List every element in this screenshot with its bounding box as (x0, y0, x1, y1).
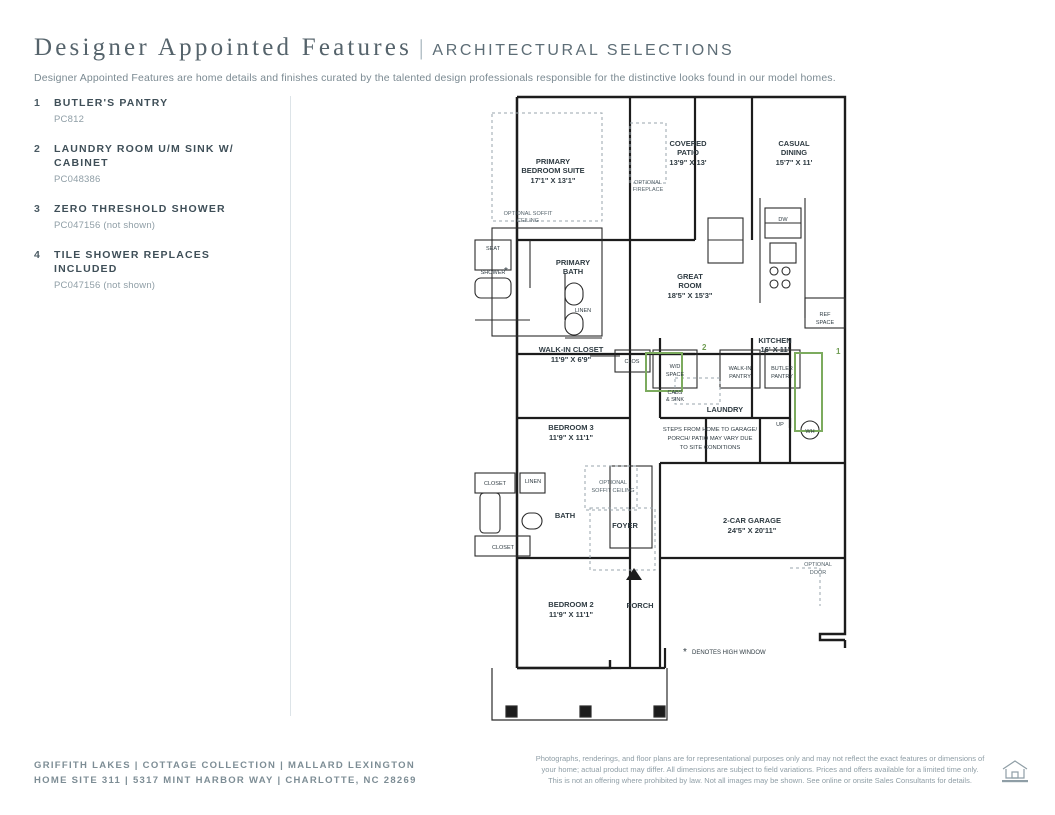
feature-code: PC047156 (not shown) (54, 220, 156, 231)
footer-community-info (34, 758, 417, 788)
svg-text:UP: UP (776, 422, 784, 428)
feature-number: 4 (34, 249, 40, 261)
svg-text:CEILING: CEILING (516, 218, 540, 224)
page-header (34, 34, 1014, 84)
svg-text:2: 2 (702, 343, 707, 352)
footer-line-1: GRIFFITH LAKES | COTTAGE COLLECTION | MALLARD LEXINGTON (34, 760, 415, 771)
page-subtitle-heading: ARCHITECTURAL SELECTIONS (432, 42, 735, 59)
list-item (34, 142, 274, 185)
equal-housing-opportunity-icon (1000, 757, 1030, 783)
footer-line-2: HOME SITE 311 | 5317 MINT HARBOR WAY | CHARLOTTE, NC 28269 (34, 775, 417, 786)
feature-label: BUTLER'S PANTRY (54, 97, 169, 109)
page-description: Designer Appointed Features are home details and finishes curated by the talented design professionals responsible for the distinctive looks found in our model homes. (34, 72, 836, 84)
svg-text:17'1" X 13'1": 17'1" X 13'1" (530, 176, 576, 185)
feature-code: PC047156 (not shown) (54, 280, 156, 291)
svg-text:15'7" X 11': 15'7" X 11' (775, 158, 813, 167)
svg-text:TO SITE CONDITIONS: TO SITE CONDITIONS (679, 445, 741, 451)
svg-text:CLOS: CLOS (624, 359, 640, 365)
list-item (34, 248, 274, 291)
feature-number: 2 (34, 143, 40, 155)
svg-text:FIREPLACE: FIREPLACE (632, 187, 664, 193)
svg-text:PANTRY: PANTRY (729, 374, 751, 380)
svg-text:*: * (683, 647, 687, 658)
title-divider: | (419, 35, 424, 60)
svg-text:CABS: CABS (667, 390, 683, 396)
svg-text:& SINK: & SINK (665, 397, 685, 403)
title-row (34, 34, 1014, 62)
svg-text:SPACE: SPACE (665, 372, 685, 378)
svg-text:DENOTES HIGH WINDOW: DENOTES HIGH WINDOW (692, 650, 766, 656)
feature-label: LAUNDRY ROOM U/M SINK W/ CABINET (54, 143, 234, 169)
svg-text:CASUAL: CASUAL (778, 139, 810, 148)
svg-text:1: 1 (836, 347, 841, 356)
svg-text:PORCH: PORCH (626, 601, 654, 610)
svg-text:BEDROOM SUITE: BEDROOM SUITE (521, 166, 585, 175)
svg-text:WALK-IN: WALK-IN (728, 366, 752, 372)
disclaimer-line-2: your home; actual product may differ. All dimensions are subject to field variations. Prices and offers available for a limited time only. (541, 765, 979, 774)
svg-text:LINEN: LINEN (524, 479, 542, 485)
svg-text:SEAT: SEAT (486, 246, 500, 252)
disclaimer-line-3: This is not an offering where prohibited by law. Not all images may be shown. See online or onsite Sales Consultants for details. (548, 776, 972, 785)
floor-plan (470, 88, 890, 728)
svg-text:BEDROOM 2: BEDROOM 2 (548, 600, 594, 609)
svg-text:COVERED: COVERED (669, 139, 707, 148)
svg-text:SPACE: SPACE (815, 320, 835, 326)
list-item (34, 96, 274, 125)
svg-text:11'9" X 11'1": 11'9" X 11'1" (548, 433, 594, 442)
feature-number: 1 (34, 97, 40, 109)
vertical-divider (290, 96, 291, 716)
svg-text:OPTIONAL: OPTIONAL (634, 180, 662, 186)
svg-text:PATIO: PATIO (677, 148, 699, 157)
svg-text:OPTIONAL SOFFIT: OPTIONAL SOFFIT (503, 211, 553, 217)
svg-text:PRIMARY: PRIMARY (555, 258, 591, 267)
svg-text:KITCHEN: KITCHEN (758, 336, 792, 345)
disclaimer-line-1: Photographs, renderings, and floor plans are for representational purposes only and may not reflect the exact features or dimensions of (535, 754, 985, 763)
svg-text:18'5" X 15'3": 18'5" X 15'3" (667, 291, 713, 300)
svg-text:BATH: BATH (562, 267, 584, 276)
svg-text:DINING: DINING (780, 148, 808, 157)
svg-text:BUTLER: BUTLER (771, 366, 793, 372)
svg-text:PORCH/ PATIO MAY VARY DUE: PORCH/ PATIO MAY VARY DUE (667, 436, 753, 442)
feature-list (34, 96, 274, 308)
svg-text:24'5" X 20'11": 24'5" X 20'11" (727, 526, 777, 535)
svg-text:DW: DW (778, 217, 788, 223)
page-title: Designer Appointed Features (34, 34, 413, 61)
feature-label: ZERO THRESHOLD SHOWER (54, 203, 226, 215)
svg-text:ROOM: ROOM (678, 281, 702, 290)
svg-text:16' X 11': 16' X 11' (760, 345, 790, 354)
svg-text:13'9" X 13': 13'9" X 13' (669, 158, 707, 167)
svg-text:FOYER: FOYER (612, 521, 638, 530)
svg-text:BEDROOM 3: BEDROOM 3 (548, 423, 594, 432)
svg-text:PRIMARY: PRIMARY (535, 157, 571, 166)
svg-text:CLOSET: CLOSET (491, 545, 515, 551)
svg-text:2-CAR GARAGE: 2-CAR GARAGE (723, 516, 781, 525)
svg-text:*: * (504, 266, 508, 277)
footer-disclaimer (520, 753, 1000, 786)
svg-text:SHOWER: SHOWER (480, 270, 506, 276)
svg-text:LINEN: LINEN (574, 308, 592, 314)
svg-text:BATH: BATH (554, 511, 576, 520)
svg-text:W/D: W/D (669, 364, 681, 370)
svg-text:OPTIONAL: OPTIONAL (599, 480, 627, 486)
feature-number: 3 (34, 203, 40, 215)
svg-text:11'9" X 11'1": 11'9" X 11'1" (548, 610, 594, 619)
svg-text:LAUNDRY: LAUNDRY (706, 405, 744, 414)
feature-code: PC048386 (54, 174, 101, 185)
svg-text:OPTIONAL: OPTIONAL (804, 562, 832, 568)
feature-code: PC812 (54, 114, 85, 125)
feature-label: TILE SHOWER REPLACES INCLUDED (54, 249, 211, 275)
svg-text:STEPS FROM HOME TO GARAGE/: STEPS FROM HOME TO GARAGE/ (662, 427, 758, 433)
svg-text:GREAT: GREAT (677, 272, 703, 281)
svg-text:PANTRY: PANTRY (771, 374, 793, 380)
svg-text:11'9" X 6'9": 11'9" X 6'9" (550, 355, 592, 364)
svg-text:REF: REF (819, 312, 831, 318)
svg-text:CLOSET: CLOSET (483, 481, 507, 487)
list-item (34, 202, 274, 231)
svg-text:SOFFIT CEILING: SOFFIT CEILING (591, 488, 635, 494)
svg-text:WH: WH (805, 429, 815, 435)
svg-text:DOOR: DOOR (809, 570, 827, 576)
svg-text:WALK-IN CLOSET: WALK-IN CLOSET (538, 345, 604, 354)
